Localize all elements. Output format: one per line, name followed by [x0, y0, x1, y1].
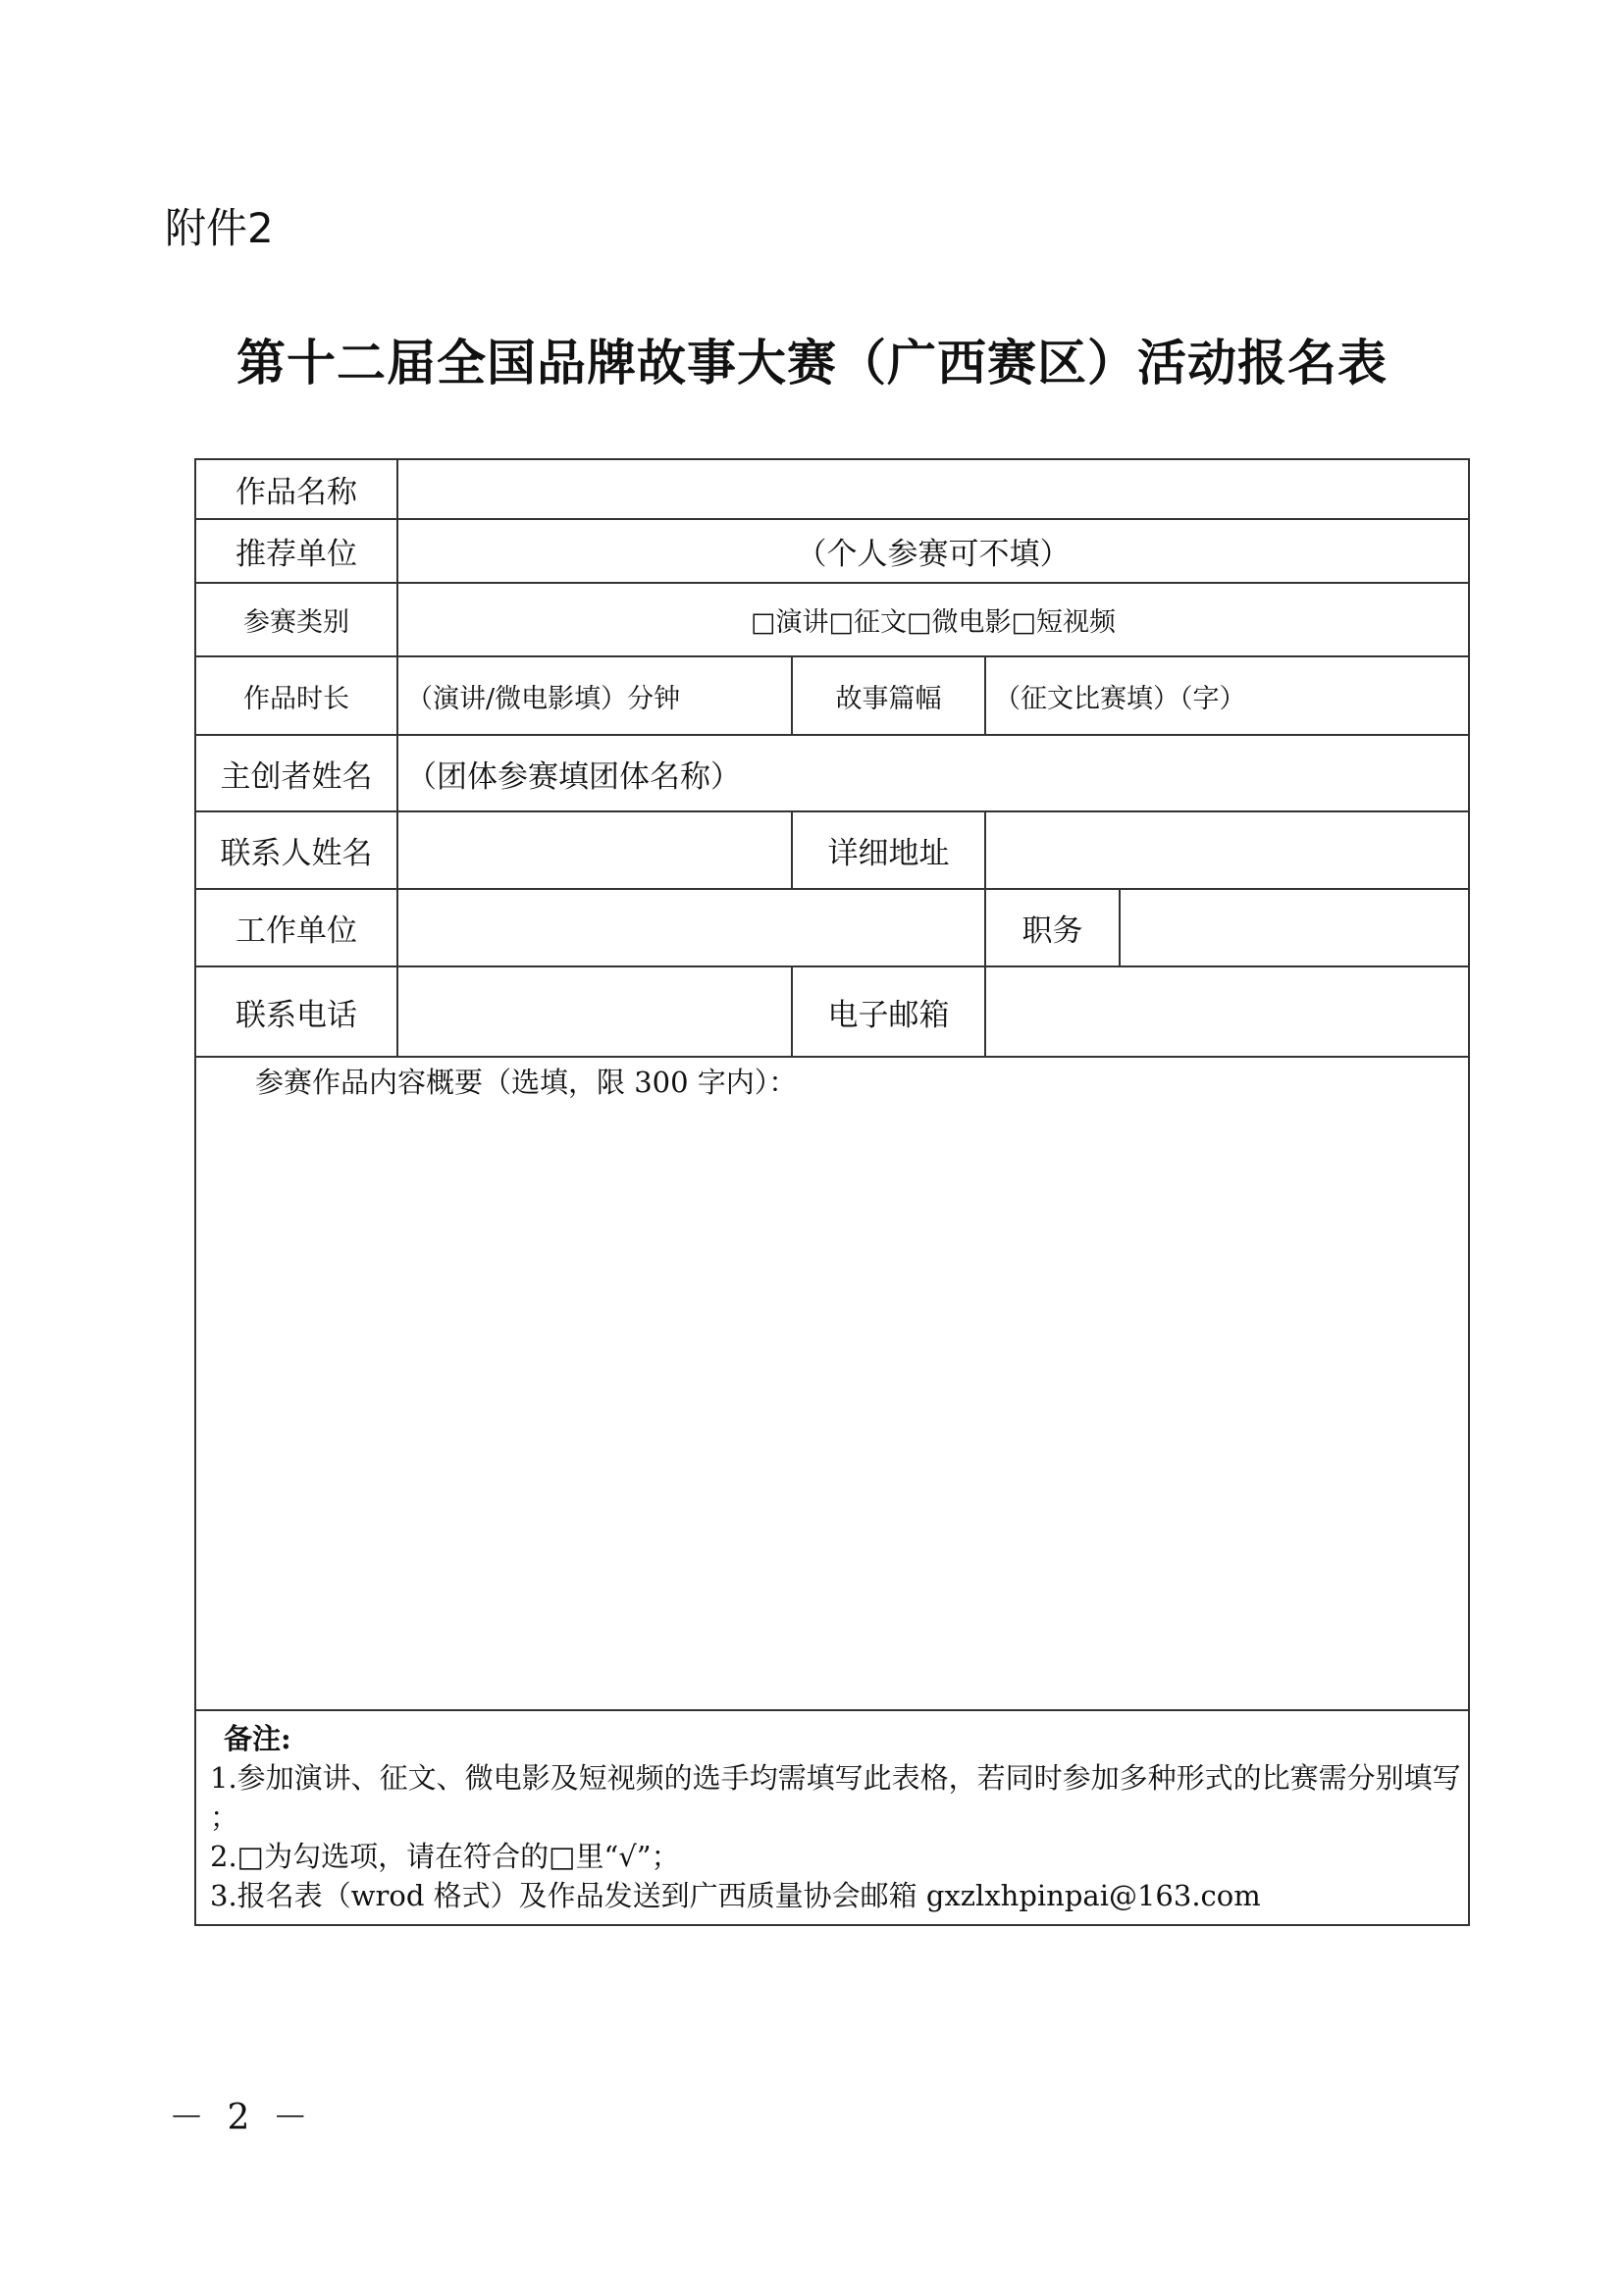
phone-label: 联系电话: [236, 997, 357, 1033]
work-unit-label: 工作单位: [236, 913, 357, 949]
work-unit-field[interactable]: [398, 890, 984, 965]
notes-item: 2.□为勾选项，请在符合的□里“√”；: [210, 1840, 680, 1873]
work-name-field[interactable]: [398, 460, 1468, 518]
row-divider: [196, 1709, 1468, 1711]
summary-field[interactable]: [196, 1058, 1468, 1709]
summary-label: 参赛作品内容概要（选填，限 300 字内）：: [255, 1066, 798, 1099]
duration-label: 作品时长: [243, 683, 349, 714]
page-title: 第十二届全国品牌故事大赛（广西赛区）活动报名表: [236, 334, 1388, 391]
page-number: － 2 －: [169, 2098, 314, 2138]
registration-form: [194, 458, 1470, 1926]
category-options[interactable]: □演讲□征文□微电影□短视频: [750, 607, 1117, 638]
creator-field[interactable]: （团体参赛填团体名称）: [406, 758, 741, 795]
story-length-label: 故事篇幅: [835, 683, 942, 714]
phone-field[interactable]: [398, 967, 791, 1056]
notes-item: 3.报名表（wrod 格式）及作品发送到广西质量协会邮箱 gxzlxhpinpai@163.com: [210, 1879, 1261, 1912]
email-field[interactable]: [986, 967, 1468, 1056]
notes-item: 1.参加演讲、征文、微电影及短视频的选手均需填写此表格，若同时参加多种形式的比赛需分别填写 ；: [210, 1761, 1461, 1834]
notes-title: 备注:: [224, 1722, 291, 1755]
category-label: 参赛类别: [243, 607, 349, 638]
address-label: 详细地址: [827, 836, 950, 871]
notes-section: [210, 1719, 1461, 1915]
recommender-label: 推荐单位: [236, 537, 357, 572]
story-length-field[interactable]: （征文比赛填）（字）: [994, 683, 1246, 714]
duration-field[interactable]: （演讲/微电影填）分钟: [406, 683, 681, 714]
contact-name-label: 联系人姓名: [220, 836, 373, 871]
address-field[interactable]: [986, 812, 1468, 888]
email-label: 电子邮箱: [827, 997, 950, 1033]
contact-name-field[interactable]: [398, 812, 791, 888]
creator-label: 主创者姓名: [220, 758, 373, 795]
recommender-field[interactable]: （个人参赛可不填）: [796, 537, 1071, 572]
position-label: 职务: [1022, 913, 1083, 949]
attachment-label: 附件2: [165, 204, 274, 252]
position-field[interactable]: [1121, 890, 1468, 965]
work-name-label: 作品名称: [236, 475, 357, 510]
